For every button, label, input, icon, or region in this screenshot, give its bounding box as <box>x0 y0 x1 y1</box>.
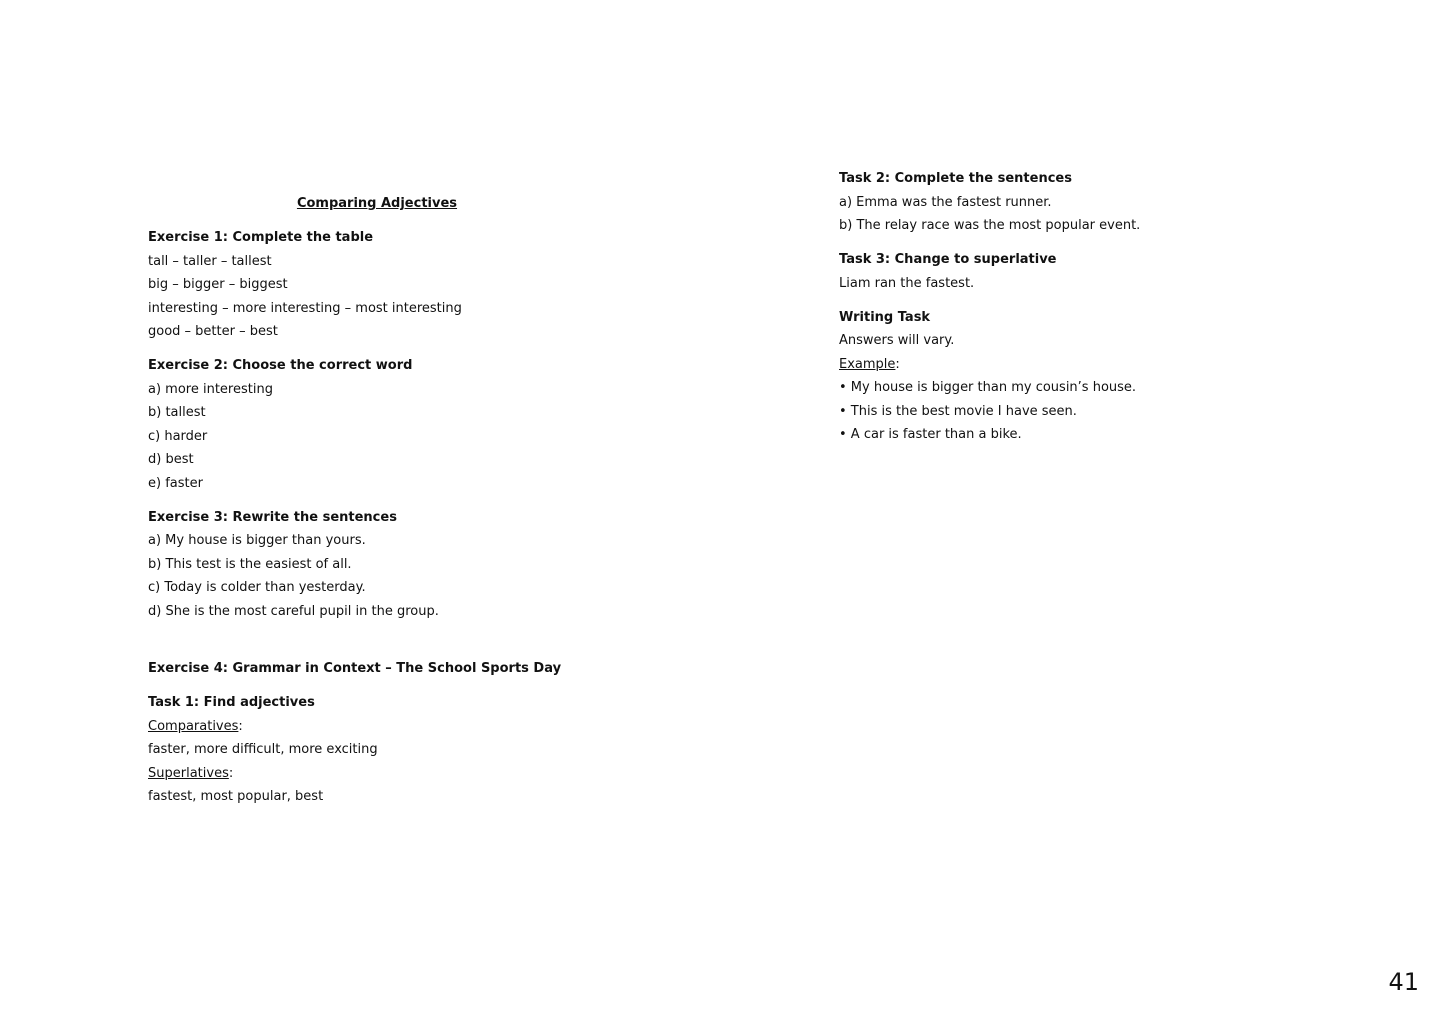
exercise-2-heading: Exercise 2: Choose the correct word <box>148 358 413 373</box>
exercise-2-answer: a) more interesting <box>148 381 273 397</box>
task-3-heading: Task 3: Change to superlative <box>839 252 1057 267</box>
exercise-2-answer: e) faster <box>148 475 203 491</box>
task-2-answer: a) Emma was the fastest runner. <box>839 194 1052 210</box>
superlatives-label-line: Superlatives: <box>148 765 234 781</box>
writing-task-heading: Writing Task <box>839 309 931 325</box>
comparatives-label: Comparatives <box>148 718 239 734</box>
exercise-4-heading: Exercise 4: Grammar in Context – The School Sports Day <box>148 661 562 676</box>
task-1-heading: Task 1: Find adjectives <box>148 695 315 710</box>
comparatives-list: faster, more difficult, more exciting <box>148 742 378 757</box>
exercise-3-heading: Exercise 3: Rewrite the sentences <box>148 509 397 525</box>
exercise-1-line: big – bigger – biggest <box>148 277 288 292</box>
exercise-2-answer: d) best <box>148 452 194 467</box>
exercise-1-line: good – better – best <box>148 324 278 339</box>
exercise-3-answer: a) My house is bigger than yours. <box>148 533 366 548</box>
example-bullet: • My house is bigger than my cousin’s house. <box>839 380 1137 395</box>
page-number: 41 <box>1388 968 1419 996</box>
task-3-answer: Liam ran the fastest. <box>839 275 975 291</box>
example-bullet: • A car is faster than a bike. <box>839 427 1022 442</box>
exercise-1-line: tall – taller – tallest <box>148 253 272 269</box>
exercise-3-answer: c) Today is colder than yesterday. <box>148 580 366 595</box>
exercise-1-heading: Exercise 1: Complete the table <box>148 230 374 245</box>
example-label-line: Example: <box>839 356 900 372</box>
task-2-heading: Task 2: Complete the sentences <box>839 171 1072 186</box>
example-bullet: • This is the best movie I have seen. <box>839 403 1077 419</box>
exercise-2-answer: c) harder <box>148 428 208 444</box>
exercise-3-answer: b) This test is the easiest of all. <box>148 556 352 572</box>
exercise-2-answer: b) tallest <box>148 405 206 420</box>
writing-task-note: Answers will vary. <box>839 333 955 348</box>
page-title: Comparing Adjectives <box>296 196 458 211</box>
right-column <box>839 167 1399 447</box>
task-2-answer: b) The relay race was the most popular event. <box>839 218 1141 233</box>
superlatives-list: fastest, most popular, best <box>148 789 324 804</box>
superlatives-label: Superlatives <box>148 765 229 781</box>
exercise-1-line: interesting – more interesting – most interesting <box>148 300 462 316</box>
comparatives-label-line: Comparatives: <box>148 718 243 734</box>
example-label: Example <box>839 356 896 372</box>
left-column <box>148 192 748 809</box>
exercise-3-answer: d) She is the most careful pupil in the group. <box>148 603 439 619</box>
